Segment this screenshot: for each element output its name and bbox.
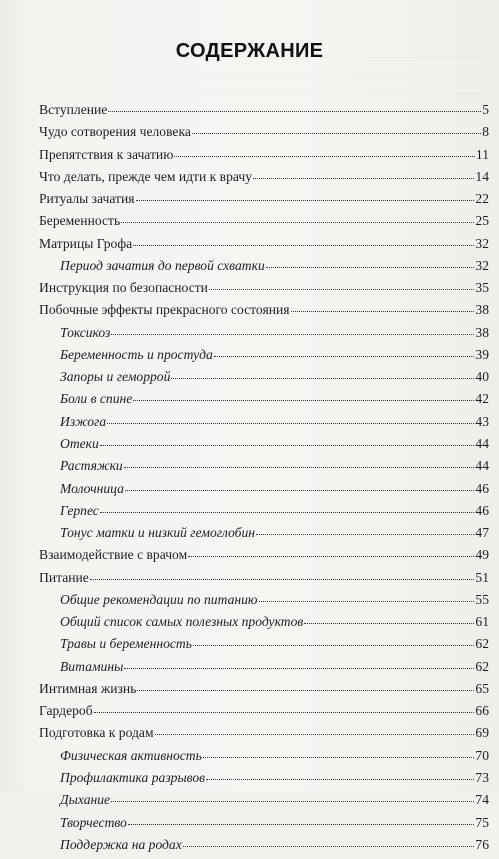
entry-title: Герпес <box>60 502 99 518</box>
entry-title: Период зачатия до первой схватки <box>60 257 265 273</box>
dot-leader <box>100 444 475 446</box>
entry-page-number: 46 <box>475 480 489 496</box>
entry-title: Побочные эффекты прекрасного состояния <box>39 302 290 318</box>
toc-subentry <box>39 391 489 413</box>
toc-subentry <box>39 659 489 681</box>
entry-page-number: 5 <box>482 102 489 117</box>
entry-page-number: 47 <box>475 525 489 541</box>
toc-entry <box>39 191 489 213</box>
entry-title: Взаимодействие с врачом <box>39 547 188 563</box>
toc-subentry <box>39 525 489 547</box>
toc-subentry <box>39 770 489 792</box>
toc-entry <box>39 147 489 169</box>
entry-title: Общие рекомендации по питанию <box>60 591 258 607</box>
toc-subentry <box>39 592 489 614</box>
entry-page-number: 69 <box>475 725 489 741</box>
entry-title: Молочница <box>60 480 124 496</box>
dot-leader <box>253 177 474 179</box>
toc-entry <box>39 236 489 258</box>
entry-title: Подготовка к родам <box>39 725 154 741</box>
entry-title: Растяжки <box>60 458 123 474</box>
entry-title: Беременность и простуда <box>60 346 213 362</box>
entry-page-number: 42 <box>475 391 489 407</box>
dot-leader <box>94 711 475 713</box>
entry-page-number: 44 <box>475 435 489 451</box>
entry-title: Вступление <box>39 102 108 117</box>
toc-subentry <box>39 325 489 347</box>
toc-subentry <box>39 503 489 525</box>
dot-leader <box>136 199 475 201</box>
toc-entry <box>39 213 489 235</box>
dot-leader <box>121 221 474 223</box>
entry-page-number: 65 <box>475 680 489 696</box>
entry-title: Поддержка на родах <box>60 836 182 852</box>
page-title: СОДЕРЖАНИЕ <box>175 40 324 62</box>
dot-leader <box>155 733 475 735</box>
dot-leader <box>171 377 474 379</box>
dot-leader <box>188 555 474 557</box>
entry-title: Что делать, прежде чем идти к врачу <box>39 168 253 184</box>
dot-leader <box>266 266 475 268</box>
entry-page-number: 51 <box>475 569 489 585</box>
entry-page-number: 55 <box>475 591 489 607</box>
toc-entry <box>39 169 489 191</box>
dot-leader <box>100 511 475 513</box>
entry-title: Витамины <box>60 658 124 674</box>
entry-title: Дыхание <box>60 792 111 808</box>
toc-subentry <box>39 369 489 391</box>
entry-page-number: 76 <box>475 836 489 852</box>
entry-page-number: 39 <box>475 346 489 362</box>
entry-page-number: 61 <box>475 614 489 630</box>
dot-leader <box>137 689 474 691</box>
dot-leader <box>133 399 474 401</box>
entry-page-number: 25 <box>475 213 489 229</box>
dot-leader <box>111 800 474 802</box>
dot-leader <box>193 644 474 646</box>
toc-subentry <box>39 458 489 480</box>
toc-subentry <box>39 815 489 837</box>
dot-leader <box>291 310 475 312</box>
entry-page-number: 22 <box>475 191 489 207</box>
toc-subentry <box>39 436 489 458</box>
toc-entry <box>39 280 489 302</box>
toc-subentry <box>39 748 489 770</box>
entry-page-number: 74 <box>475 792 489 808</box>
entry-page-number: 46 <box>475 502 489 518</box>
entry-page-number: 40 <box>475 369 489 385</box>
entry-title: Тонус матки и низкий гемоглобин <box>60 525 255 541</box>
toc-entry <box>39 570 489 592</box>
dot-leader <box>90 578 475 580</box>
dot-leader <box>174 155 475 157</box>
dot-leader <box>107 422 474 424</box>
dot-leader <box>133 244 474 246</box>
entry-page-number: 62 <box>475 636 489 652</box>
toc-entry <box>39 302 489 324</box>
entry-title: Боли в спине <box>60 391 133 407</box>
entry-title: Изжога <box>60 413 107 429</box>
entry-page-number: 38 <box>475 324 489 340</box>
entry-title: Токсикоз <box>60 324 111 340</box>
dot-leader <box>304 622 474 624</box>
dot-leader <box>124 667 474 669</box>
toc-subentry <box>39 347 489 369</box>
dot-leader <box>259 600 475 602</box>
toc-subentry <box>39 414 489 436</box>
toc-subentry <box>39 614 489 636</box>
entry-page-number: 43 <box>475 413 489 429</box>
entry-title: Профилактика разрывов <box>60 769 206 785</box>
entry-page-number: 38 <box>475 302 489 318</box>
entry-title: Интимная жизнь <box>39 680 137 696</box>
toc-subentry <box>39 258 489 280</box>
entry-page-number: 8 <box>482 124 489 140</box>
entry-page-number: 62 <box>475 658 489 674</box>
toc-entry <box>39 102 489 124</box>
entry-title: Запоры и геморрой <box>60 369 171 385</box>
toc-subentry <box>39 481 489 503</box>
dot-leader <box>203 756 475 758</box>
entry-page-number: 44 <box>475 458 489 474</box>
toc-subentry <box>39 636 489 658</box>
dot-leader <box>125 489 474 491</box>
entry-title: Творчество <box>60 814 127 830</box>
table-of-contents <box>39 102 489 859</box>
dot-leader <box>192 132 481 134</box>
dot-leader <box>108 110 481 112</box>
entry-title: Инструкция по безопасности <box>39 280 208 296</box>
dot-leader <box>183 845 475 847</box>
dot-leader <box>209 288 474 290</box>
entry-title: Матрицы Грофа <box>39 235 133 251</box>
dot-leader <box>111 333 474 335</box>
entry-page-number: 49 <box>475 547 489 563</box>
toc-entry <box>39 124 489 146</box>
toc-entry <box>39 681 489 703</box>
toc-entry <box>39 547 489 569</box>
entry-page-number: 11 <box>475 146 489 162</box>
toc-subentry <box>39 792 489 814</box>
entry-page-number: 66 <box>475 703 489 719</box>
entry-title: Физическая активность <box>60 747 202 763</box>
page-footer-mark: · · · <box>232 774 246 784</box>
entry-page-number: 32 <box>475 235 489 251</box>
toc-entry <box>39 725 489 747</box>
entry-title: Чудо сотворения человека <box>39 124 191 140</box>
entry-title: Травы и беременность <box>60 636 192 652</box>
entry-title: Общий список самых полезных продуктов <box>60 614 304 630</box>
entry-page-number: 73 <box>475 769 489 785</box>
dot-leader <box>124 466 475 468</box>
entry-title: Беременность <box>39 213 121 229</box>
dot-leader <box>256 533 474 535</box>
toc-entry <box>39 703 489 725</box>
dot-leader <box>128 823 474 825</box>
entry-page-number: 75 <box>475 814 489 830</box>
dot-leader <box>206 778 474 780</box>
entry-page-number: 14 <box>475 168 489 184</box>
entry-title: Препятствия к зачатию <box>39 146 174 162</box>
entry-page-number: 70 <box>475 747 489 763</box>
entry-page-number: 35 <box>475 280 489 296</box>
entry-page-number: 32 <box>475 257 489 273</box>
entry-title: Отеки <box>60 435 99 451</box>
dot-leader <box>214 355 475 357</box>
entry-title: Ритуалы зачатия <box>39 191 135 207</box>
entry-title: Питание <box>39 569 89 585</box>
entry-title: Гардероб <box>39 703 93 719</box>
toc-subentry <box>39 837 489 859</box>
